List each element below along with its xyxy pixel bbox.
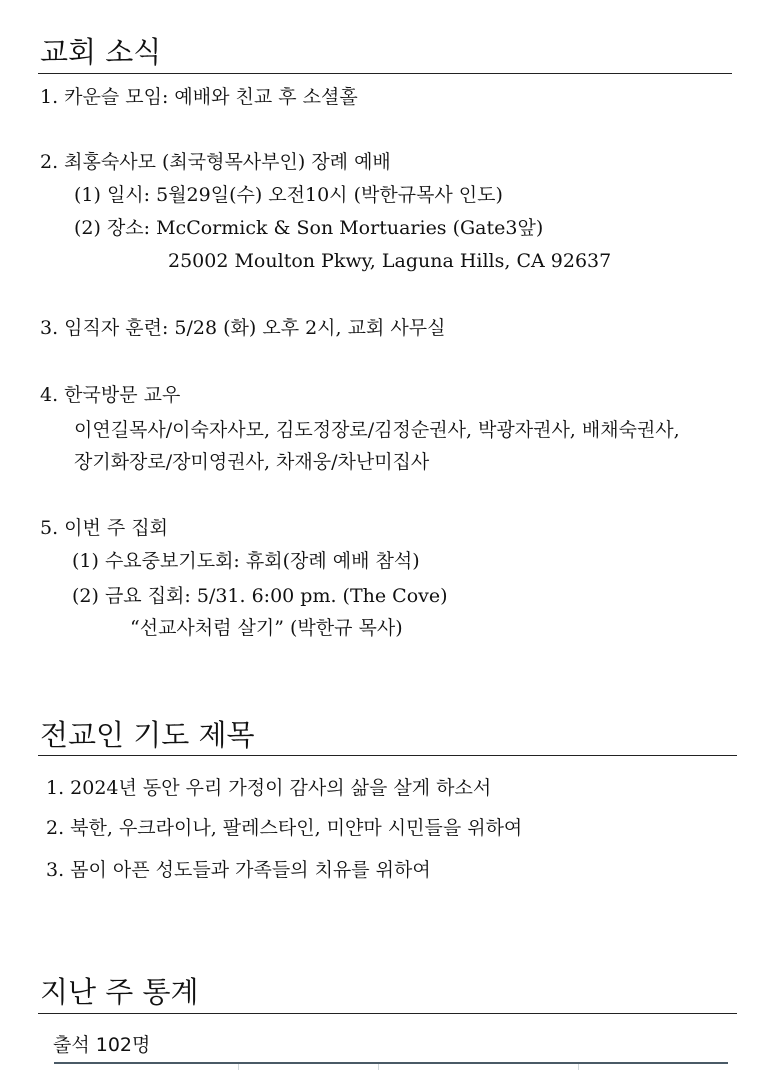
prayer-divider xyxy=(38,755,737,756)
news-heading: 교회 소식 xyxy=(40,35,162,69)
prayer-item-3: 3. 몸이 아픈 성도들과 가족들의 치유를 위하여 xyxy=(46,859,431,881)
stats-table-column-divider xyxy=(238,1064,239,1070)
stats-table-top-border xyxy=(54,1062,728,1064)
stats-divider xyxy=(38,1013,737,1014)
news-item-2: 2. 최홍숙사모 (최국형목사부인) 장례 예배 xyxy=(40,151,391,173)
news-item-4-names-2: 장기화장로/장미영권사, 차재웅/차난미집사 xyxy=(74,451,430,473)
news-item-4: 4. 한국방문 교우 xyxy=(40,384,181,406)
news-item-2-place: (2) 장소: McCormick & Son Mortuaries (Gate3앞) xyxy=(74,217,544,239)
news-divider xyxy=(38,73,732,74)
news-item-4-names-1: 이연길목사/이숙자사모, 김도정장로/김정순권사, 박광자권사, 배채숙권사, xyxy=(74,419,680,441)
news-item-2-address: 25002 Moulton Pkwy, Laguna Hills, CA 92637 xyxy=(168,250,612,272)
prayer-item-1: 1. 2024년 동안 우리 가정이 감사의 삶을 살게 하소서 xyxy=(46,777,492,799)
news-item-1: 1. 카운슬 모임: 예배와 친교 후 소셜홀 xyxy=(40,86,358,108)
prayer-heading: 전교인 기도 제목 xyxy=(40,718,255,752)
news-item-5-wednesday: (1) 수요중보기도회: 휴회(장례 예배 참석) xyxy=(72,550,420,572)
news-item-5-sermon: “선교사처럼 살기” (박한규 목사) xyxy=(130,617,403,639)
stats-table-column-divider xyxy=(578,1064,579,1070)
prayer-item-2: 2. 북한, 우크라이나, 팔레스타인, 미얀마 시민들을 위하여 xyxy=(46,817,523,839)
news-item-5: 5. 이번 주 집회 xyxy=(40,517,169,539)
news-item-5-friday: (2) 금요 집회: 5/31. 6:00 pm. (The Cove) xyxy=(72,585,448,607)
stats-table-column-divider xyxy=(378,1064,379,1070)
stats-heading: 지난 주 통계 xyxy=(40,975,199,1009)
news-item-2-date: (1) 일시: 5월29일(수) 오전10시 (박한규목사 인도) xyxy=(74,184,503,206)
attendance-count: 출석 102명 xyxy=(53,1034,151,1056)
news-item-3: 3. 임직자 훈련: 5/28 (화) 오후 2시, 교회 사무실 xyxy=(40,317,446,339)
